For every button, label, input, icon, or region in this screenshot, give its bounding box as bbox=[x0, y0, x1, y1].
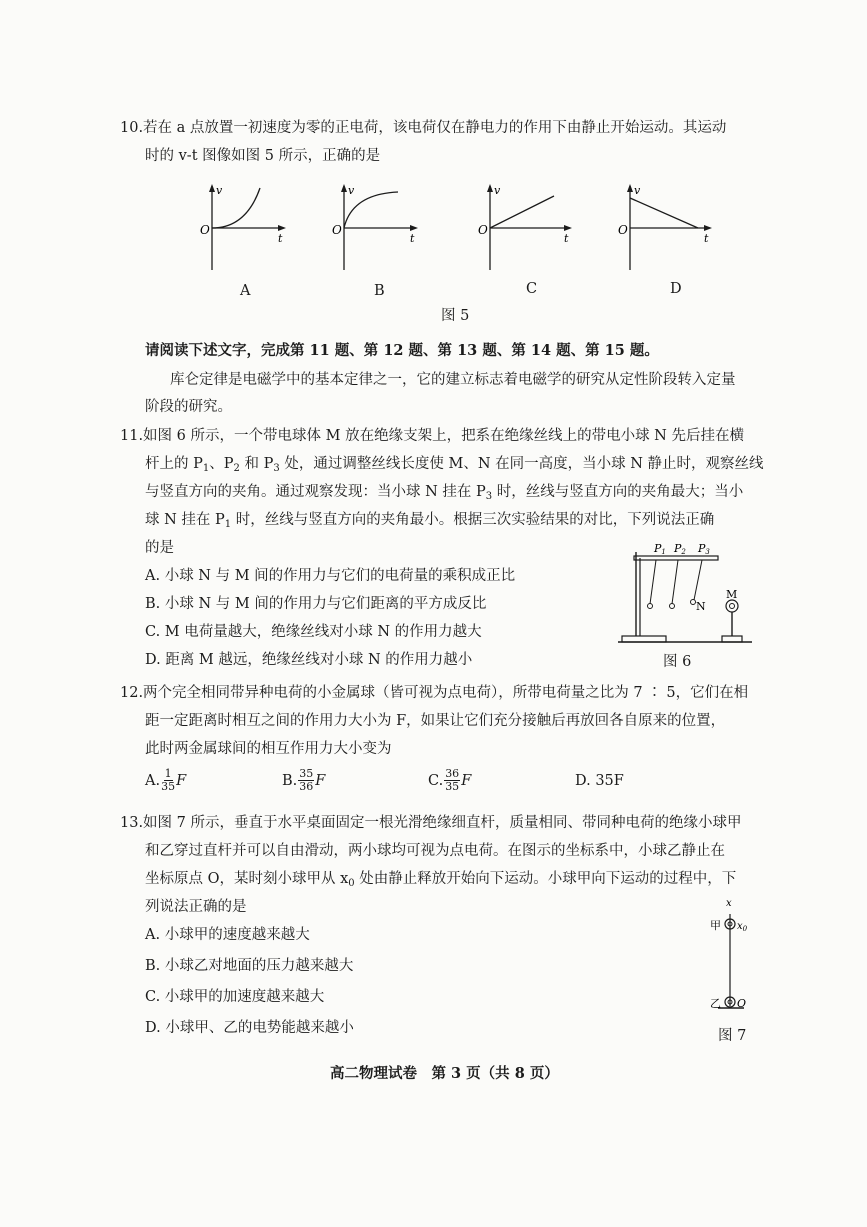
q11-option-d[interactable]: D. 距离 M 越远，绝缘丝线对小球 N 的作用力越小 bbox=[145, 652, 473, 668]
reading-paragraph-line-2: 阶段的研究。 bbox=[145, 399, 232, 415]
origin-label: O bbox=[200, 223, 210, 237]
label-p1: P1 bbox=[654, 542, 666, 556]
label-origin: O bbox=[737, 997, 747, 1010]
q11-line-3: 与竖直方向的夹角。通过观察发现：当小球 N 挂在 $P_3$ 时，丝线与竖直方向的夹角最大；当小 bbox=[145, 484, 744, 502]
option-c-label: C bbox=[526, 281, 538, 297]
page-footer: 高二物理试卷 第 3 页（共 8 页） bbox=[330, 1065, 559, 1082]
q13-option-c[interactable]: C. 小球甲的加速度越来越大 bbox=[145, 989, 325, 1005]
axis-v-label: v bbox=[348, 184, 355, 197]
reading-paragraph-line-1: 库仑定律是电磁学中的基本定律之一，它的建立标志着电磁学的研究从定性阶段转入定量 bbox=[170, 372, 736, 388]
q11-option-b[interactable]: B. 小球 N 与 M 间的作用力与它们距离的平方成反比 bbox=[145, 596, 487, 612]
q13-line-2: 和乙穿过直杆并可以自由滑动，两小球均可视为点电荷。在图示的坐标系中，小球乙静止在 bbox=[145, 843, 725, 859]
option-d-label: D bbox=[670, 281, 682, 297]
vt-graph-a bbox=[198, 182, 288, 274]
q13-line-1: 13.如图 7 所示，垂直于水平桌面固定一根光滑绝缘细直杆，质量相同、带同种电荷的绝缘小球甲 bbox=[120, 815, 742, 831]
axis-t-label: t bbox=[704, 232, 709, 245]
figure-7-rod bbox=[700, 894, 770, 1020]
figure-7-caption: 图 7 bbox=[718, 1028, 747, 1044]
axis-t-label: t bbox=[410, 232, 415, 245]
vt-graph-d bbox=[616, 182, 716, 274]
figure-6-caption: 图 6 bbox=[663, 654, 692, 670]
option-a-label: A bbox=[240, 283, 251, 299]
figure-5-caption: 图 5 bbox=[441, 308, 470, 324]
label-x-axis: x bbox=[726, 898, 732, 909]
q12-line-1: 12.两个完全相同带异种电荷的小金属球（皆可视为点电荷），所带电荷量之比为 7 ∶ 5，它们在相 bbox=[120, 685, 749, 701]
q11-line-1: 11.如图 6 所示，一个带电球体 M 放在绝缘支架上，把系在绝缘丝线上的带电小球 N 先后挂在横 bbox=[120, 428, 744, 444]
q13-line-3: 坐标原点 O，某时刻小球甲从 $x_0$ 处由静止释放开始向下运动。小球甲向下运动的过程中，下 bbox=[145, 871, 737, 889]
q11-line-4: 球 N 挂在 $P_1$ 时，丝线与竖直方向的夹角最小。根据三次实验结果的对比，下列说法正确 bbox=[145, 512, 715, 530]
label-n: N bbox=[696, 600, 706, 613]
q10-line-1: 10.若在 a 点放置一初速度为零的正电荷，该电荷仅在静电力的作用下由静止开始运动。其运动 bbox=[120, 120, 727, 136]
origin-label: O bbox=[332, 223, 342, 237]
q12-option-b[interactable]: B. $\frac{35}{36}$ F bbox=[282, 767, 326, 793]
q11-line-2: 杆上的 $P_1$、$P_2$ 和 $P_3$ 处，通过调整丝线长度使 M、N 在同一高度，当小球 N 静止时，观察丝线 bbox=[145, 456, 764, 474]
reading-instruction: 请阅读下述文字，完成第 11 题、第 12 题、第 13 题、第 14 题、第 15 题。 bbox=[145, 342, 659, 359]
q11-option-a[interactable]: A. 小球 N 与 M 间的作用力与它们的电荷量的乘积成正比 bbox=[145, 568, 516, 584]
q12-option-d[interactable]: D. 35F bbox=[575, 773, 624, 789]
q13-option-b[interactable]: B. 小球乙对地面的压力越来越大 bbox=[145, 958, 354, 974]
q13-line-4: 列说法正确的是 bbox=[145, 899, 247, 915]
q13-option-a[interactable]: A. 小球甲的速度越来越大 bbox=[145, 927, 310, 943]
vt-graph-c bbox=[476, 182, 576, 274]
label-p3: P3 bbox=[698, 542, 710, 556]
label-jia: 甲 bbox=[710, 919, 721, 932]
q12-line-3: 此时两金属球间的相互作用力大小变为 bbox=[145, 741, 392, 757]
axis-v-label: v bbox=[494, 184, 501, 197]
vt-graph-b bbox=[330, 182, 420, 274]
label-x0: $x_0$ bbox=[737, 921, 748, 933]
axis-t-label: t bbox=[278, 232, 283, 245]
label-yi: 乙 bbox=[710, 997, 721, 1010]
origin-label: O bbox=[478, 223, 488, 237]
axis-v-label: v bbox=[634, 184, 641, 197]
axis-v-label: v bbox=[216, 184, 223, 197]
q12-option-a[interactable]: A. $\frac{1}{35}$ F bbox=[145, 767, 187, 793]
q11-line-5: 的是 bbox=[145, 540, 174, 556]
label-m: M bbox=[726, 588, 738, 601]
option-b-label: B bbox=[374, 283, 385, 299]
q12-line-2: 距一定距离时相互之间的作用力大小为 F，如果让它们充分接触后再放回各自原来的位置， bbox=[145, 713, 726, 729]
axis-t-label: t bbox=[564, 232, 569, 245]
origin-label: O bbox=[618, 223, 628, 237]
q12-option-c[interactable]: C. $\frac{36}{35}$ F bbox=[428, 767, 472, 793]
q13-option-d[interactable]: D. 小球甲、乙的电势能越来越小 bbox=[145, 1020, 354, 1036]
figure-6-apparatus bbox=[616, 540, 756, 650]
label-p2: P2 bbox=[674, 542, 686, 556]
q10-line-2: 时的 v-t 图像如图 5 所示，正确的是 bbox=[145, 148, 381, 164]
q11-option-c[interactable]: C. M 电荷量越大，绝缘丝线对小球 N 的作用力越大 bbox=[145, 624, 482, 640]
